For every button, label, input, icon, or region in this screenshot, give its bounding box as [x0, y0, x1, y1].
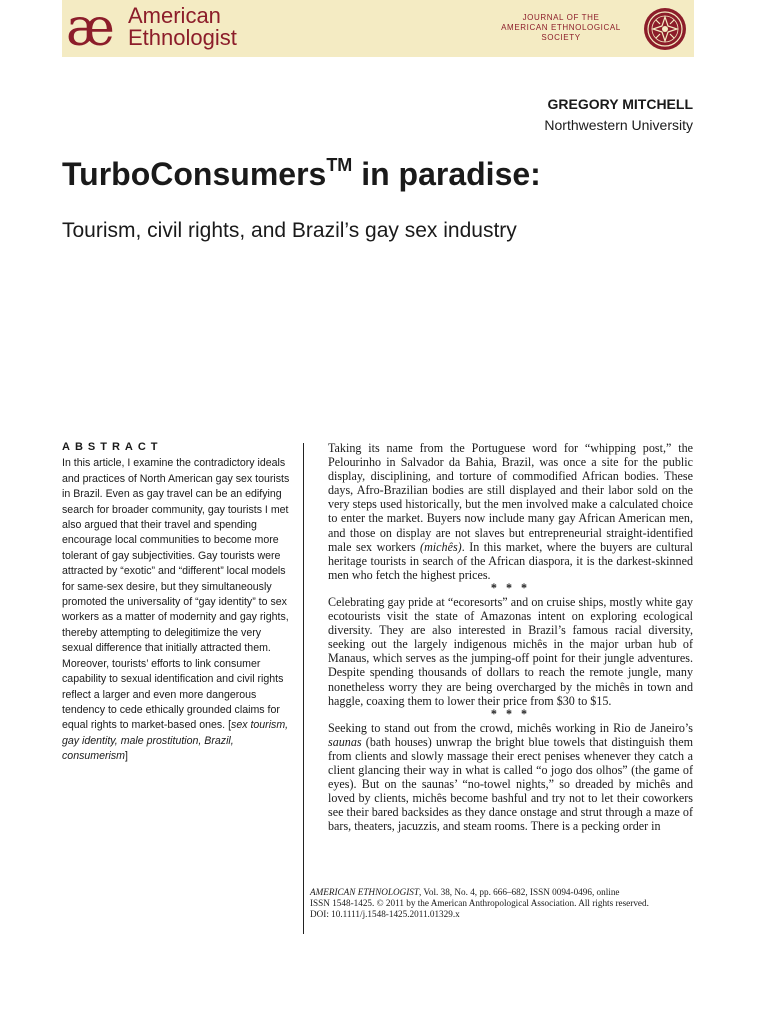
column-divider [303, 443, 304, 934]
citation-line1 [310, 887, 694, 898]
p1-text-b: . In this market, where the buyers are cultural heritage tourists in search of the African diaspora, it is the darkest-skinned men who fetch the highest prices. [328, 539, 693, 582]
journal-name-line1: American [128, 3, 221, 28]
section-separator-2: * * * [490, 706, 531, 721]
abstract-heading: ABSTRACT [62, 441, 163, 453]
keywords-close: ] [125, 750, 128, 763]
journal-name-line2: Ethnologist [128, 25, 237, 50]
citation-journal: AMERICAN ETHNOLOGIST [310, 887, 419, 897]
section-separator-1: * * * [490, 580, 531, 595]
body-paragraph-2: Celebrating gay pride at “ecoresorts” and on cruise ships, mostly white gay ecotourists visit the state of Amazonas intent on exploring ecological diversity. They are also interested in Brazil’s famous racial diversity, seeking out the largely indigenous michês in the major urban hub of Manaus, which serves as the jumping-off point for their jungle adventures. Despite spending thousands of dollars to reach the remote jungle, many nonetheless worry they are being overcharged by the michês in town and haggle, coaxing them to lower their price from $30 to $15. [328, 594, 693, 708]
society-line3: SOCIETY [541, 33, 581, 42]
trademark-mark: TM [326, 155, 353, 175]
p3-text-a: Seeking to stand out from the crowd, michês working in Rio de Janeiro’s [328, 720, 693, 735]
author-affiliation: Northwestern University [544, 117, 693, 133]
journal-name [128, 5, 237, 49]
abstract-text: In this article, I examine the contradictory ideals and practices of North American gay sex tourists in Brazil. Even as gay travel can be an edifying search for broader community, gay tourists I met also argued that their travel and spending encourage local communities to become more tolerant of gay subjectivities. Gay tourists were attracted by “exotic” and “different” local models for same-sex desire, but they simultaneously promoted the universality of “gay identity” to sex workers as a matter of modernity and gay rights, thereby attempting to delegitimize the very sexual difference that initially attracted them. Moreover, tourists’ efforts to link consumer capability to sexual identification and civil rights reflect a larger and even more dangerous tendency to cede ethically grounded claims for equal rights to market-based ones. [62, 457, 290, 732]
society-text [486, 13, 636, 43]
p1-text-a: Taking its name from the Portuguese word for “whipping post,” the Pelourinho in Salvador da Bahia, Brazil, was once a site for the public display, disciplining, and torture of commodified African bodies. These days, Afro-Brazilian bodies are still displayed and their labor sold on the very steps used historically, but the men involved make a calculated choice to enter the market. Buyers now include many gay African American men, and those on display are not slaves but entrepreneurial straight-identified male sex workers [328, 441, 693, 554]
body-paragraph-3 [328, 721, 693, 834]
society-line2: AMERICAN ETHNOLOGICAL [501, 23, 621, 32]
abstract-keywords: sex tourism, gay identity, male prostitution, Brazil, consumerism [62, 719, 289, 763]
society-line1: JOURNAL OF THE [522, 13, 600, 22]
title-rest: in paradise: [352, 156, 541, 192]
abstract-block [62, 440, 294, 765]
article-subtitle: Tourism, civil rights, and Brazil’s gay sex industry [62, 219, 517, 242]
body-paragraph-1 [328, 441, 693, 582]
citation-footer [310, 887, 694, 920]
journal-banner [62, 0, 694, 57]
p3-italic: saunas [328, 734, 362, 749]
citation-doi: DOI: 10.1111/j.1548-1425.2011.01329.x [310, 909, 460, 919]
body-text-column [328, 441, 693, 833]
abstract-text-block [62, 456, 294, 764]
p3-text-b: (bath houses) unwrap the bright blue towels that distinguish them from clients and slowly massage their erect penises whenever they catch a client glancing their way in what is called “o jogo dos olhos” (the game of eyes). But on the saunas’ “no-towel nights,” so dreaded by michês and loved by clients, michês become bashful and try not to let their coworkers see their bared backsides as they dance onstage and strut through a maze of bars, theaters, jacuzzis, and steam rooms. There is a pecking order in [328, 734, 693, 834]
p1-italic: (michês) [420, 539, 462, 554]
society-seal-icon [642, 6, 688, 52]
citation-line2: ISSN 1548-1425. © 2011 by the American Anthropological Association. All rights reserved. [310, 898, 649, 908]
keywords-open: [ [228, 719, 232, 732]
citation-volume: , Vol. 38, No. 4, pp. 666–682, ISSN 0094-0496, online [418, 887, 620, 897]
title-main: TurboConsumers [62, 156, 327, 192]
article-title [62, 155, 541, 193]
author-name: GREGORY MITCHELL [547, 96, 693, 112]
journal-logo: æ [66, 0, 109, 58]
